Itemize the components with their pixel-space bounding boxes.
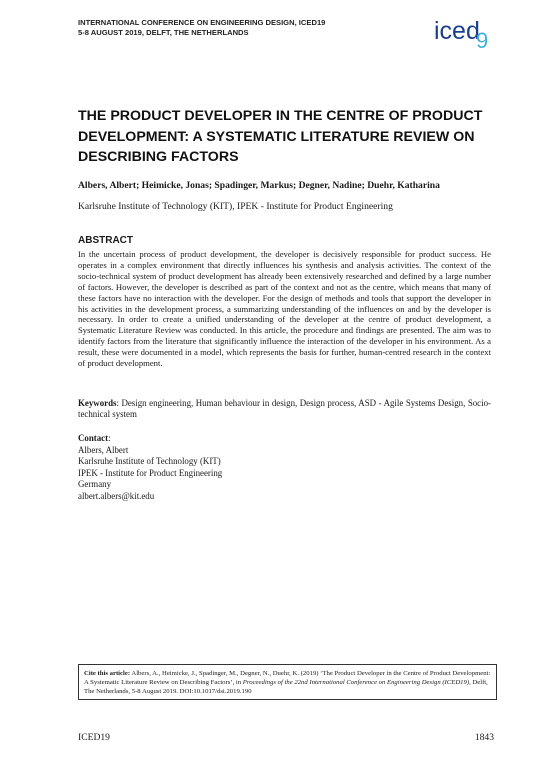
page-number: 1843 <box>474 732 494 743</box>
contact-label: Contact <box>78 433 109 443</box>
conference-name: INTERNATIONAL CONFERENCE ON ENGINEERING DESIGN, ICED19 <box>78 18 326 27</box>
iced-logo <box>433 12 495 52</box>
citation-text-part1: Albers, A., Heimicke, J., Spadinger, M., Degner, N., Duehr, K. (2019) ‘The Product Developer in the Centre of Product Development: A Systematic Literature Review on Describing Factors’, in <box>84 670 491 686</box>
contact-name: Albers, Albert <box>78 444 129 455</box>
keywords-text: : Design engineering, Human behaviour in design, Design process, ASD - Agile Systems Design, Socio-technical system <box>78 398 491 420</box>
contact-department: IPEK - Institute for Product Engineering <box>78 467 223 478</box>
contact-section <box>78 433 491 503</box>
contact-colon: : <box>108 433 111 443</box>
citation-proceedings: Proceedings of the 22nd International Conference on Engineering Design (ICED19), <box>242 679 471 686</box>
iced-logo-graphic <box>433 12 495 52</box>
contact-country: Germany <box>78 479 112 490</box>
logo-digit: 9 <box>476 28 489 52</box>
contact-email[interactable]: albert.albers@kit.edu <box>78 490 155 501</box>
keywords-section <box>78 398 491 421</box>
citation-box <box>78 664 497 700</box>
contact-institution: Karlsruhe Institute of Technology (KIT) <box>78 456 221 467</box>
affiliation: Karlsruhe Institute of Technology (KIT), IPEK - Institute for Product Engineering <box>78 201 393 212</box>
keywords-label: Keywords <box>78 398 117 408</box>
author-list: Albers, Albert; Heimicke, Jonas; Spadinger, Markus; Degner, Nadine; Duehr, Katharina <box>78 180 440 191</box>
paper-title: THE PRODUCT DEVELOPER IN THE CENTRE OF PRODUCT DEVELOPMENT: A SYSTEMATIC LITERATURE REVIEW ON DESCRIBING FACTORS <box>78 108 483 165</box>
logo-text: iced <box>434 17 480 45</box>
citation-text-part2: Delft, The Netherlands, 5-8 August 2019. DOI:10.1017/dsi.2019.190 <box>84 679 488 695</box>
footer-conference: ICED19 <box>78 732 110 743</box>
abstract-text: In the uncertain process of product development, the developer is decisively responsible for product success. He operates in a complex environment that directly influences his synthesis and analysis activities. The context of the socio-technical system of product development has already been extensively researched and defined by a large number of factors. However, the developer is described as part of the context and not as the centre, which means that many of these factors have no interaction with the developer. For the design of methods and tools that support the developer in his activities in the development process, a summarizing understanding of the influences on and by the developer is necessary. In order to create a unified understanding of the developer at the centre of product development, a Systematic Literature Review was conducted. In this article, the procedure and findings are presented. The aim was to identify factors from the literature that significantly influence the interaction of the developer in his environment. As a result, these were documented in a model, which represents the basis for further, human-centred research in the context of product development. <box>78 249 491 369</box>
abstract-heading: ABSTRACT <box>78 235 133 246</box>
conference-dates: 5-8 AUGUST 2019, DELFT, THE NETHERLANDS <box>78 28 249 37</box>
citation-label: Cite this article: <box>84 670 131 677</box>
conference-header <box>78 18 325 38</box>
